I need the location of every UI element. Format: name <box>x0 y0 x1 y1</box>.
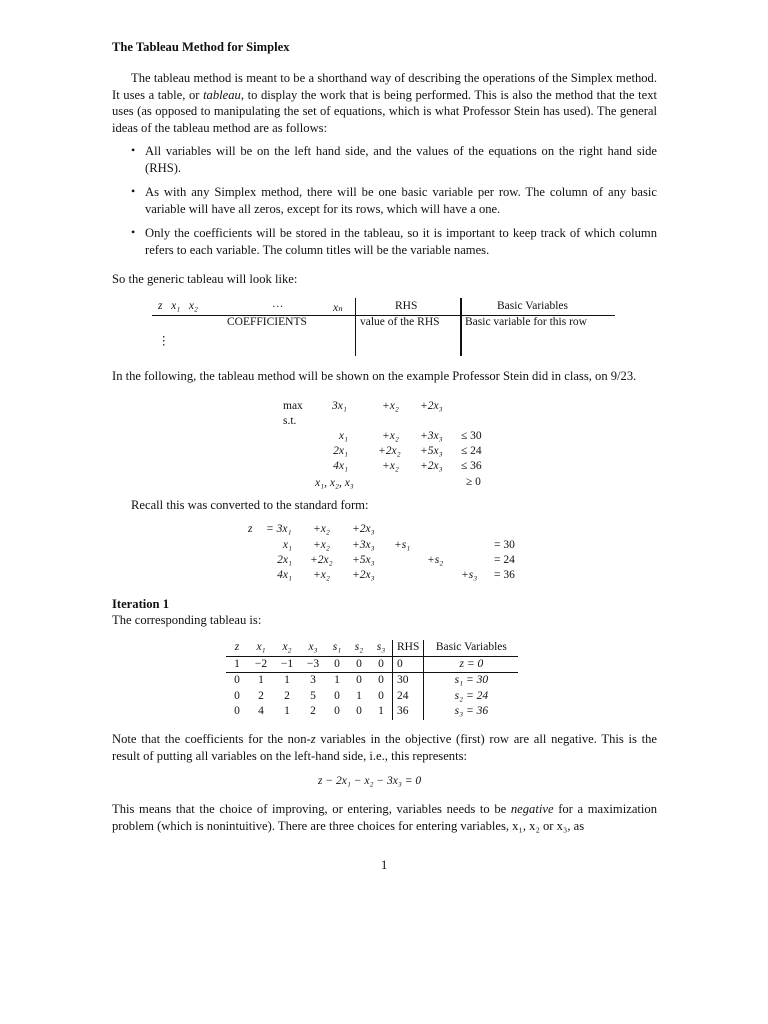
generic-dots: … <box>272 298 284 310</box>
table-cell: −1 <box>280 657 294 670</box>
table-cell: 36 <box>393 704 424 720</box>
generic-vars: z x₁ x₂ <box>158 300 198 312</box>
lp-c1-3: +3x₃ <box>420 430 443 442</box>
objective-equation: z − 2x₁ − x₂ − 3x₃ = 0 <box>318 775 422 787</box>
table-cell: 1 <box>334 674 340 686</box>
table-cell: 0 <box>234 705 240 717</box>
generic-rhs-value: value of the RHS <box>360 316 440 328</box>
sf-r0-3: +2x₃ <box>352 523 375 535</box>
table-cell: −2 <box>254 657 268 670</box>
table-cell: 2 <box>310 705 316 717</box>
sf-r3-1: 4x₁ <box>277 569 292 581</box>
col-header: z <box>234 641 240 653</box>
tableau-intro: The corresponding tableau is: <box>112 613 262 627</box>
table-cell: 0 <box>234 689 240 702</box>
table-row <box>226 704 518 720</box>
intro-text-2: , to display the work that is being performed. This is also the method that the text uses (as opposed to manipulating the set of equations, which is what Professor Stein has used). The general ideas of the tableau method are as follows: <box>112 87 657 135</box>
col-header: Basic Variables <box>424 640 519 656</box>
table-cell: 1 <box>284 705 290 717</box>
table-cell: 1 <box>284 674 290 686</box>
table-cell: 0 <box>393 656 424 673</box>
note-paragraph <box>112 731 657 764</box>
table-cell: z = 0 <box>424 656 519 673</box>
final-paragraph <box>112 801 657 834</box>
lp-st: s.t. <box>283 415 297 427</box>
lp-nonneg-vars: x₁, x₂, x₃ <box>315 477 354 489</box>
table-cell: 0 <box>356 657 362 670</box>
lp-c3-1: 4x₁ <box>333 460 348 472</box>
sf-r2-1: 2x₁ <box>277 554 292 566</box>
table-cell: 0 <box>378 657 384 670</box>
generic-basic-value: Basic variable for this row <box>465 316 587 328</box>
lp-c1-1: x₁ <box>338 430 348 442</box>
note-emphasis: z <box>310 732 316 746</box>
col-header: x₂ <box>282 641 292 653</box>
col-header: x₃ <box>308 641 318 653</box>
sf-r0-1: = 3x₁ <box>266 523 292 535</box>
page-title: The Tableau Method for Simplex <box>112 40 290 54</box>
table-cell: s₁ = 30 <box>424 673 519 689</box>
table-cell: 0 <box>356 674 362 686</box>
table-cell: −3 <box>306 657 320 670</box>
col-header: s₃ <box>376 641 386 653</box>
col-header: x₁ <box>256 641 266 653</box>
sf-r1-3: +3x₃ <box>352 539 375 551</box>
sf-r2-5: +s₂ <box>427 554 444 566</box>
tableau-header-row <box>226 640 518 656</box>
generic-rhs-divider <box>355 298 356 356</box>
example-intro: In the following, the tableau method will be shown on the example Professor Stein did in class, on 9/23. <box>112 369 637 383</box>
intro-text-1: The tableau method is meant to be a shorthand way of describing the operations of the Simplex method. It uses a table, or <box>112 71 657 102</box>
intro-emphasis: tableau <box>203 87 241 102</box>
intro-paragraph <box>112 70 657 136</box>
table-row <box>226 689 518 705</box>
sf-r3-rhs: = 36 <box>494 569 515 581</box>
table-cell: 0 <box>234 674 240 686</box>
table-cell: 2 <box>284 689 290 702</box>
bullet-marker: • <box>131 184 136 198</box>
iteration-heading: Iteration 1 <box>112 597 170 611</box>
simplex-tableau <box>226 640 518 720</box>
final-text-1: This means that the choice of improving, or entering, variables needs to be <box>112 802 511 816</box>
table-cell: s₂ = 24 <box>424 689 519 705</box>
table-row <box>226 673 518 689</box>
sf-r1-1: x₁ <box>282 539 292 551</box>
note-text-1: Note that the coefficients for the non- <box>112 732 311 746</box>
lp-max: max <box>283 400 303 412</box>
table-cell: 1 <box>258 674 264 686</box>
bullet-item: As with any Simplex method, there will be one basic variable per row. The column of any basic variable will have all zeros, except for its rows, which will have a one. <box>145 185 657 216</box>
table-cell: 0 <box>378 674 384 686</box>
table-cell: 3 <box>310 674 316 686</box>
bullet-marker: • <box>131 143 136 157</box>
final-emphasis: negative <box>510 802 554 816</box>
sf-r2-2: +2x₂ <box>310 554 333 566</box>
bullet-item: Only the coefficients will be stored in the tableau, so it is important to keep track of which column refers to each variable. The column titles will be the variable names. <box>145 226 657 257</box>
lp-c1-4: ≤ 30 <box>461 430 482 442</box>
lp-nonneg-rhs: ≥ 0 <box>466 476 481 488</box>
recall-text: Recall this was converted to the standard form: <box>131 498 369 512</box>
col-header: s₁ <box>332 641 342 653</box>
generic-coefficients: COEFFICIENTS <box>227 316 307 328</box>
table-cell: 1 <box>234 657 240 670</box>
generic-basic-header: Basic Variables <box>497 300 569 312</box>
lp-obj-1: 3x₁ <box>332 400 347 412</box>
lp-obj-3: +2x₃ <box>420 400 443 412</box>
page-number: 1 <box>381 858 388 872</box>
table-cell: 0 <box>334 705 340 717</box>
table-cell: 1 <box>356 689 362 702</box>
table-cell: 4 <box>258 705 264 717</box>
col-header: RHS <box>393 640 424 656</box>
lp-c2-2: +2x₂ <box>378 445 401 457</box>
table-cell: 5 <box>310 689 316 702</box>
sf-r1-rhs: = 30 <box>494 539 515 551</box>
lp-obj-2: +x₂ <box>382 400 399 412</box>
table-cell: 0 <box>356 705 362 717</box>
lp-c3-3: +2x₃ <box>420 460 443 472</box>
lp-c3-2: +x₂ <box>382 460 399 472</box>
table-cell: 0 <box>378 689 384 702</box>
generic-intro: So the generic tableau will look like: <box>112 272 298 286</box>
lp-c2-4: ≤ 24 <box>461 445 482 457</box>
generic-xn: xₙ <box>333 302 343 314</box>
sf-r2-rhs: = 24 <box>494 554 515 566</box>
lp-c2-1: 2x₁ <box>333 445 348 457</box>
col-header: s₂ <box>354 641 364 653</box>
bullet-item: All variables will be on the left hand side, and the values of the equations on the right hand side (RHS). <box>145 144 657 175</box>
note-text-2: variables in the objective (first) row are all negative. This is the result of putting all variables on the left-hand side, i.e., this represents: <box>112 732 657 763</box>
table-cell: 0 <box>334 657 340 670</box>
generic-basic-divider <box>460 298 462 356</box>
generic-rhs-header: RHS <box>395 300 418 312</box>
lp-c1-2: +x₂ <box>382 430 399 442</box>
table-cell: 2 <box>258 689 264 702</box>
table-row <box>226 656 518 673</box>
table-cell: 1 <box>378 705 384 717</box>
sf-r2-3: +5x₃ <box>352 554 375 566</box>
table-cell: 0 <box>334 689 340 702</box>
table-cell: 30 <box>393 673 424 689</box>
sf-z: z <box>248 523 253 535</box>
final-text-2: for a maximization problem (which is nonintuitive). There are three choices for entering variables, x₁, x₂ or x₃, as <box>112 802 657 833</box>
table-cell: s₃ = 36 <box>424 704 519 720</box>
sf-r3-6: +s₃ <box>461 569 478 581</box>
sf-r3-3: +2x₃ <box>352 569 375 581</box>
table-cell: 24 <box>393 689 424 705</box>
lp-c2-3: +5x₃ <box>420 445 443 457</box>
generic-vdots: ⋮ <box>158 335 170 347</box>
sf-r1-2: +x₂ <box>313 539 330 551</box>
bullet-marker: • <box>131 225 136 239</box>
sf-r3-2: +x₂ <box>313 569 330 581</box>
lp-c3-4: ≤ 36 <box>461 460 482 472</box>
sf-r0-2: +x₂ <box>313 523 330 535</box>
sf-r1-4: +s₁ <box>394 539 411 551</box>
